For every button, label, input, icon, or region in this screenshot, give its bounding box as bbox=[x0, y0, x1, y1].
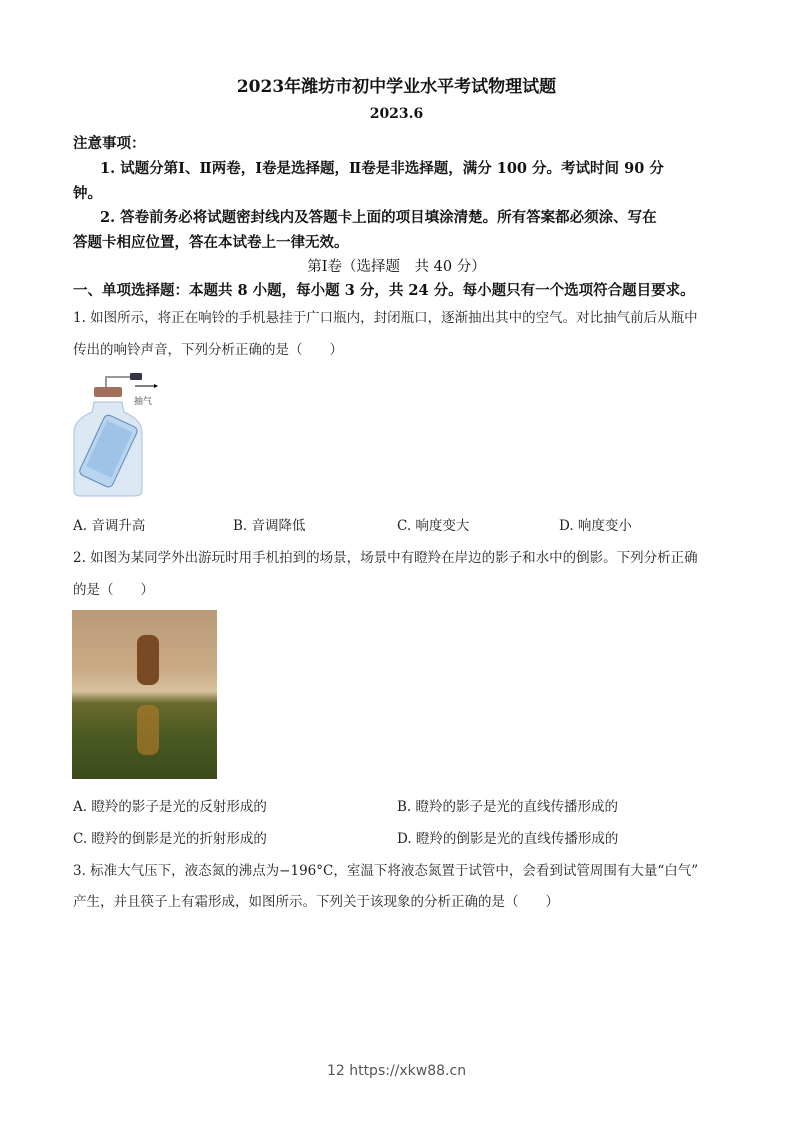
notice-item-1: 1. 试题分第Ⅰ、Ⅱ两卷，Ⅰ卷是选择题，Ⅱ卷是非选择题，满分 100 分。考试时间 90 分 bbox=[100, 160, 664, 177]
q3-text-cont: 产生，并且筷子上有霜形成，如图所示。下列关于该现象的分析正确的是（ ） bbox=[73, 894, 559, 910]
q1-option-d[interactable]: D. 响度变小 bbox=[559, 518, 632, 534]
notice-item-1-cont: 钟。 bbox=[73, 185, 102, 202]
q1-text-cont: 传出的响铃声音，下列分析正确的是（ ） bbox=[73, 342, 343, 358]
exam-date: 2023.6 bbox=[369, 106, 424, 122]
q2-text: 2. 如图为某同学外出游玩时用手机拍到的场景，场景中有瞪羚在岸边的影子和水中的倒影。下列分析正确 bbox=[73, 550, 698, 566]
q1-option-c[interactable]: C. 响度变大 bbox=[397, 518, 470, 534]
q2-option-b[interactable]: B. 瞪羚的影子是光的直线传播形成的 bbox=[397, 799, 619, 815]
bottle-figure bbox=[72, 372, 162, 498]
gazelle-photo bbox=[72, 610, 217, 779]
q1-option-a[interactable]: A. 音调升高 bbox=[73, 518, 146, 534]
q3-text: 3. 标准大气压下，液态氮的沸点为−196°C，室温下将液态氮置于试管中，会看到试管周围有大量“白气” bbox=[73, 863, 699, 879]
notice-heading: 注意事项： bbox=[73, 135, 146, 152]
page-footer: 12 https://xkw88.cn bbox=[326, 1063, 467, 1079]
notice-item-2-cont: 答题卡相应位置，答在本试卷上一律无效。 bbox=[73, 234, 349, 251]
pump-label: 抽气 bbox=[134, 397, 153, 407]
part1-heading: 一、单项选择题：本题共 8 小题，每小题 3 分，共 24 分。每小题只有一个选项符合题目要求。 bbox=[73, 282, 695, 299]
q2-option-d[interactable]: D. 瞪羚的倒影是光的直线传播形成的 bbox=[397, 831, 619, 847]
q2-text-cont: 的是（ ） bbox=[73, 582, 154, 598]
notice-item-2: 2. 答卷前务必将试题密封线内及答题卡上面的项目填涂清楚。所有答案都必须涂、写在 bbox=[100, 209, 657, 226]
q2-option-a[interactable]: A. 瞪羚的影子是光的反射形成的 bbox=[73, 799, 267, 815]
q2-option-c[interactable]: C. 瞪羚的倒影是光的折射形成的 bbox=[73, 831, 267, 847]
q1-option-b[interactable]: B. 音调降低 bbox=[233, 518, 306, 534]
exam-title: 2023年潍坊市初中学业水平考试物理试题 bbox=[236, 77, 557, 97]
q1-text: 1. 如图所示，将正在响铃的手机悬挂于广口瓶内，封闭瓶口，逐渐抽出其中的空气。对比抽气前后从瓶中 bbox=[73, 310, 698, 326]
section-title: 第Ⅰ卷（选择题 共 40 分） bbox=[307, 259, 486, 275]
